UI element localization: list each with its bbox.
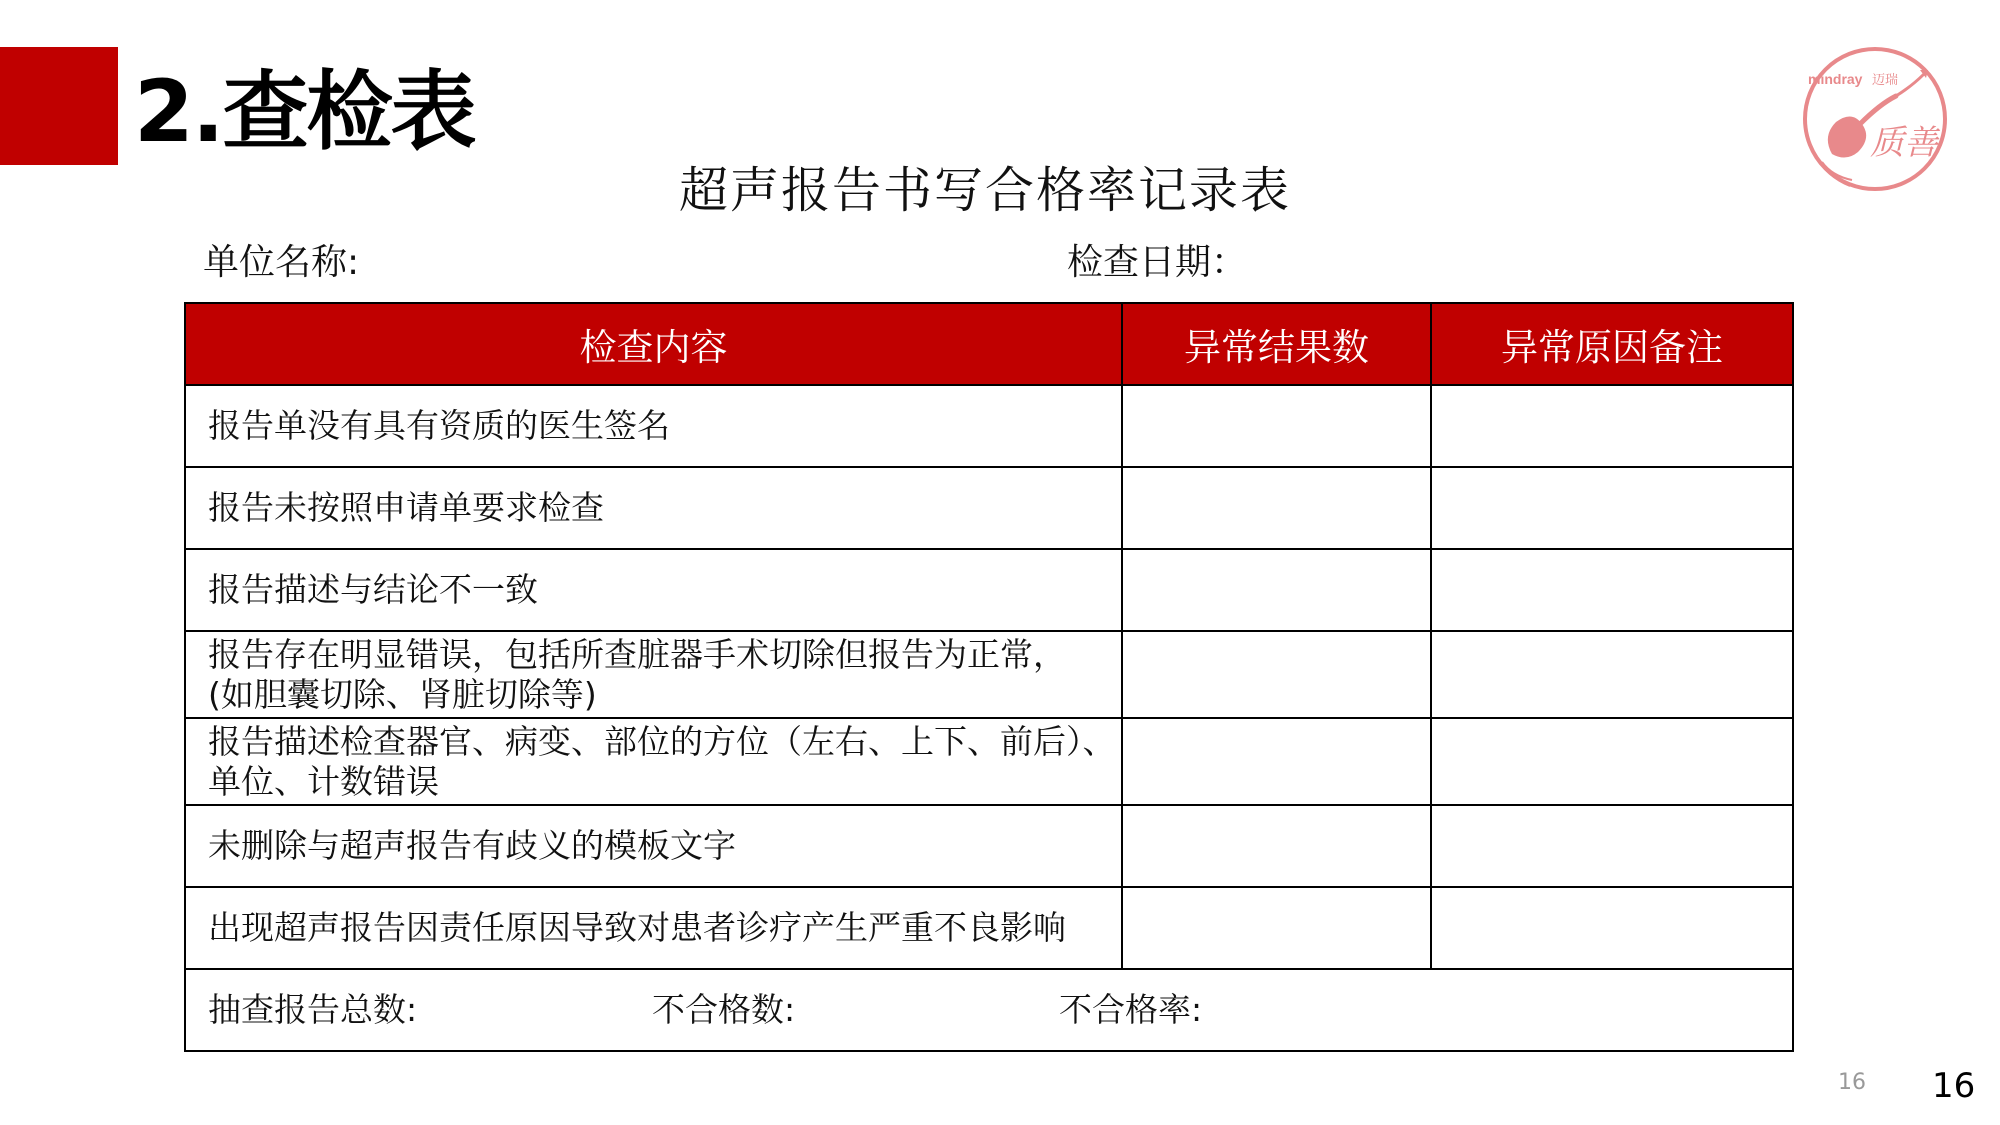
abnormal-remark-cell[interactable]	[1431, 887, 1793, 969]
unit-name-label: 单位名称:	[203, 242, 360, 283]
column-header-abnormal-remark: 异常原因备注	[1431, 303, 1793, 385]
check-item: 报告描述检查器官、病变、部位的方位（左右、上下、前后）、 单位、计数错误	[185, 718, 1122, 805]
logo-brand-cn: 迈瑞	[1872, 73, 1899, 88]
logo-seal-text: 质善	[1870, 123, 1938, 163]
slide-title: 2.查检表	[134, 62, 475, 162]
check-item: 报告存在明显错误，包括所查脏器手术切除但报告为正常， (如胆囊切除、肾脏切除等)	[185, 631, 1122, 718]
check-table	[184, 302, 1794, 1052]
logo-brand-text: mindray	[1808, 71, 1863, 87]
abnormal-count-cell[interactable]	[1122, 549, 1431, 631]
check-item: 未删除与超声报告有歧义的模板文字	[185, 805, 1122, 887]
summary-cell	[185, 969, 1793, 1051]
summary-row	[185, 969, 1793, 1051]
fail-rate-label: 不合格率:	[1059, 990, 1203, 1029]
abnormal-remark-cell[interactable]	[1431, 718, 1793, 805]
abnormal-count-cell[interactable]	[1122, 887, 1431, 969]
abnormal-remark-cell[interactable]	[1431, 467, 1793, 549]
abnormal-count-cell[interactable]	[1122, 385, 1431, 467]
column-header-content: 检查内容	[185, 303, 1122, 385]
table-row	[185, 467, 1793, 549]
fail-count-label: 不合格数:	[652, 990, 796, 1029]
table-row	[185, 385, 1793, 467]
form-title: 超声报告书写合格率记录表	[678, 162, 1291, 219]
abnormal-remark-cell[interactable]	[1431, 631, 1793, 718]
table-row	[185, 887, 1793, 969]
column-header-abnormal-count: 异常结果数	[1122, 303, 1431, 385]
table-row	[185, 805, 1793, 887]
title-accent-block	[0, 47, 118, 165]
check-date-label: 检查日期：	[1067, 242, 1248, 283]
abnormal-count-cell[interactable]	[1122, 467, 1431, 549]
abnormal-remark-cell[interactable]	[1431, 805, 1793, 887]
page-number: 16	[1932, 1066, 1976, 1106]
abnormal-count-cell[interactable]	[1122, 718, 1431, 805]
abnormal-count-cell[interactable]	[1122, 805, 1431, 887]
table-header-row	[185, 303, 1793, 385]
check-item: 报告描述与结论不一致	[185, 549, 1122, 631]
abnormal-count-cell[interactable]	[1122, 631, 1431, 718]
total-reports-label: 抽查报告总数:	[208, 990, 418, 1029]
table-row	[185, 631, 1793, 718]
table-row	[185, 549, 1793, 631]
abnormal-remark-cell[interactable]	[1431, 549, 1793, 631]
check-item: 报告单没有具有资质的医生签名	[185, 385, 1122, 467]
check-item: 出现超声报告因责任原因导致对患者诊疗产生严重不良影响	[185, 887, 1122, 969]
abnormal-remark-cell[interactable]	[1431, 385, 1793, 467]
table-row	[185, 718, 1793, 805]
page-number-small: 16	[1838, 1070, 1866, 1095]
check-item: 报告未按照申请单要求检查	[185, 467, 1122, 549]
